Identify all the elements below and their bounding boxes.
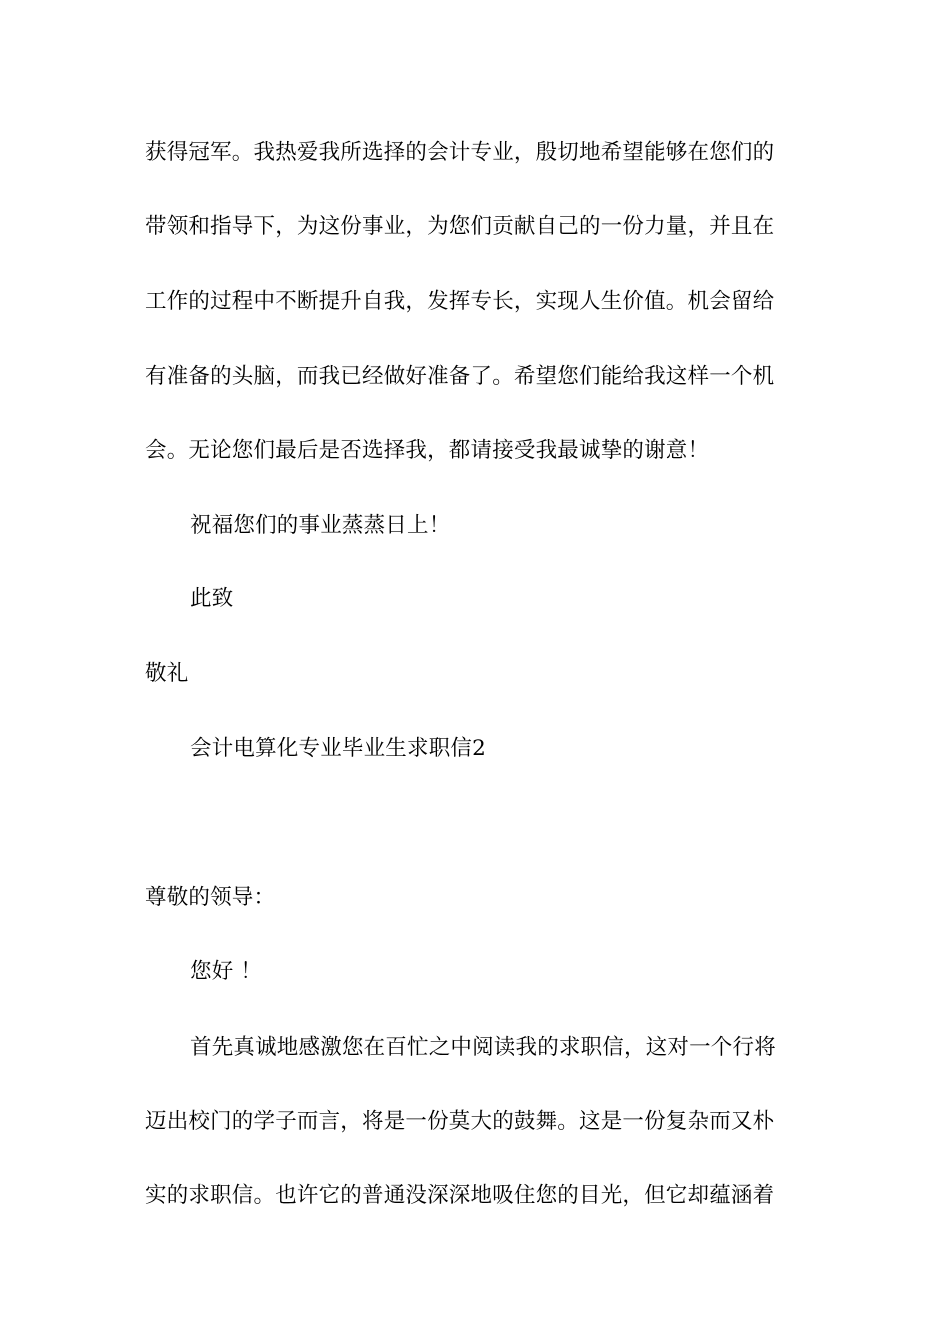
paragraph-line: 实的求职信。也许它的普通没深深地吸住您的目光，但它却蕴涵着 bbox=[145, 1183, 775, 1208]
closing-line-2: 敬礼 bbox=[145, 661, 189, 686]
paragraph-line: 迈出校门的学子而言，将是一份莫大的鼓舞。这是一份复杂而又朴 bbox=[145, 1109, 775, 1134]
paragraph-line: 会。无论您们最后是否选择我，都请接受我最诚挚的谢意！ bbox=[145, 438, 710, 463]
salutation: 尊敬的领导： bbox=[145, 885, 276, 910]
paragraph-line: 有准备的头脑，而我已经做好准备了。希望您们能给我这样一个机 bbox=[145, 364, 775, 389]
blessing-line: 祝福您们的事业蒸蒸日上！ bbox=[190, 513, 451, 538]
section-title: 会计电算化专业毕业生求职信2 bbox=[190, 736, 486, 761]
greeting: 您好 ！ bbox=[190, 959, 263, 984]
paragraph-line: 工作的过程中不断提升自我，发挥专长，实现人生价值。机会留给 bbox=[145, 289, 775, 314]
paragraph-line: 带领和指导下，为这份事业，为您们贡献自己的一份力量，并且在 bbox=[145, 214, 775, 239]
paragraph-line: 获得冠军。我热爱我所选择的会计专业，殷切地希望能够在您们的 bbox=[145, 140, 775, 165]
paragraph-line: 首先真诚地感激您在百忙之中阅读我的求职信，这对一个行将 bbox=[190, 1035, 776, 1060]
closing-line-1: 此致 bbox=[190, 586, 234, 611]
